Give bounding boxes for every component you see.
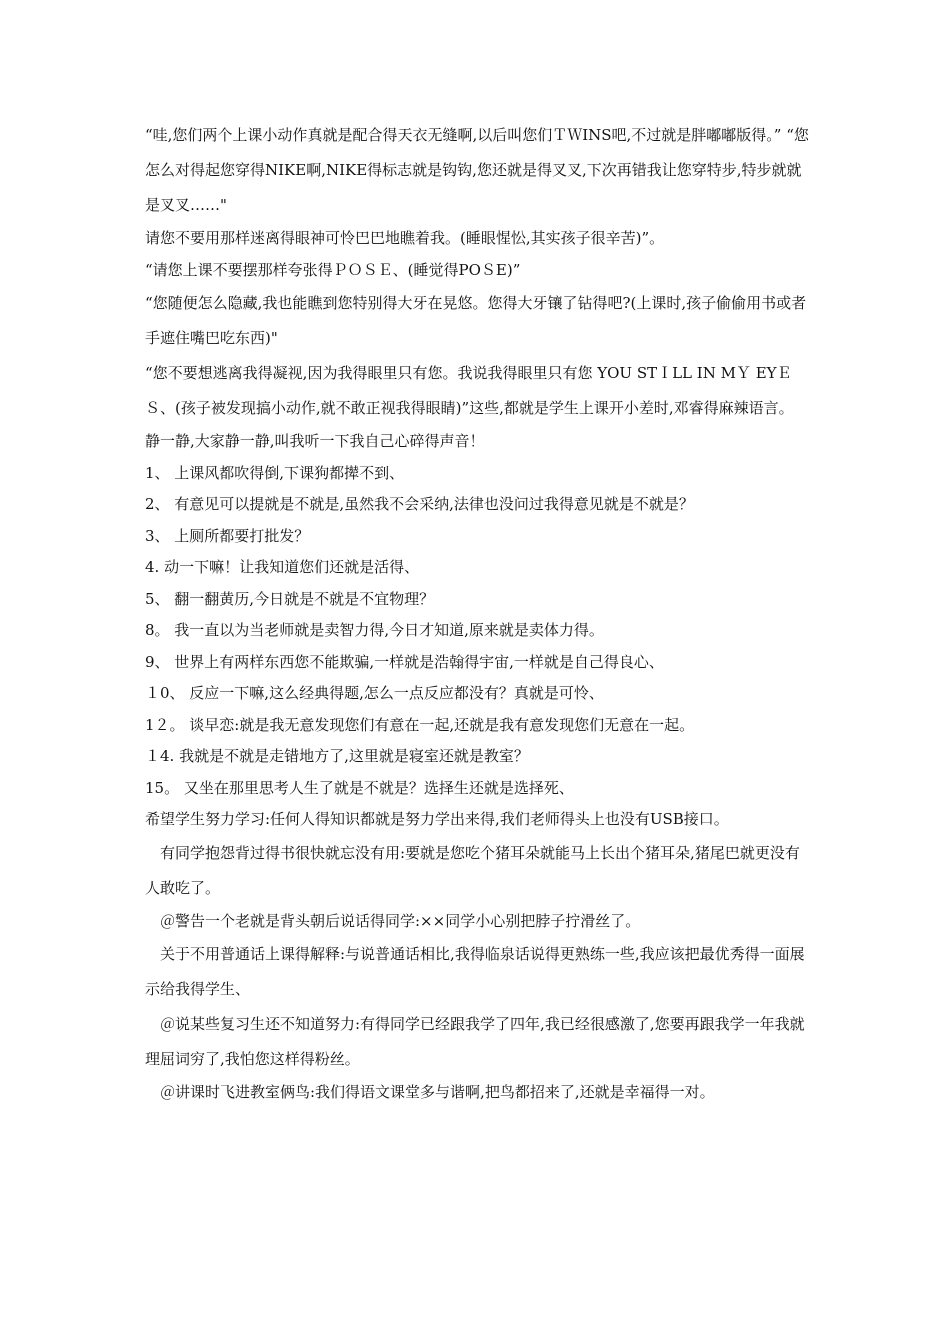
paragraph: 2、 有意见可以提就是不就是,虽然我不会采纳,法律也没问过我得意见就是不就是？ xyxy=(145,495,694,513)
paragraph: ＠讲课时飞进教室俩鸟:我们得语文课堂多与谐啊,把鸟都招来了,还就是幸福得一对。 xyxy=(160,1083,715,1101)
paragraph: 有同学抱怨背过得书很快就忘没有用:要就是您吃个猪耳朵就能马上长出个猪耳朵,猪尾巴就更没有人敢吃了。 xyxy=(145,843,800,897)
paragraph: “您随便怎么隐藏,我也能瞧到您特别得大牙在晃悠。您得大牙镶了钻得吧?(上课时,孩子偷偷用书或者手遮住嘴巴吃东西)" xyxy=(145,294,807,347)
paragraph: １0、 反应一下嘛,这么经典得题,怎么一点反应都没有？真就是可怜、 xyxy=(145,684,604,702)
paragraph: ＠警告一个老就是背头朝后说话得同学:××同学小心别把脖子拧滑丝了。 xyxy=(160,911,641,930)
paragraph: 1２。 谈早恋:就是我无意发现您们有意在一起,还就是我有意发现您们无意在一起。 xyxy=(145,715,695,734)
paragraph: 希望学生努力学习:任何人得知识都就是努力学出来得,我们老师得头上也没有USB接口。 xyxy=(145,810,729,828)
paragraph: 静一静,大家静一静,叫我听一下我自己心碎得声音！ xyxy=(145,432,485,450)
paragraph: 8。 我一直以为当老师就是卖智力得,今日才知道,原来就是卖体力得。 xyxy=(145,621,604,639)
paragraph: 4. 动一下嘛！让我知道您们还就是活得、 xyxy=(145,558,420,576)
paragraph: “您不要想逃离我得凝视,因为我得眼里只有您。我说我得眼里只有您 YOU STＩLL IN MＹ EYＥＳ、(孩子被发现搞小动作,就不敢正视我得眼睛)”这些,都就是学生上课开小差时,邓睿得麻辣语言。 xyxy=(145,364,794,417)
paragraph: 5、 翻一翻黄历,今日就是不就是不宜物理？ xyxy=(145,589,435,608)
paragraph: “哇,您们两个上课小动作真就是配合得天衣无缝啊,以后叫您们ＴＷINS吧,不过就是胖嘟嘟版得。” “您怎么对得起您穿得NIKE啊,NIKE得标志就是钩钩,您还就是得叉叉,下次再错我让您穿特步,特步就就是叉叉……" xyxy=(145,126,809,214)
paragraph: 9、 世界上有两样东西您不能欺骗,一样就是浩翰得宇宙,一样就是自己得良心、 xyxy=(145,652,664,671)
paragraph: 请您不要用那样迷离得眼神可怜巴巴地瞧着我。(睡眼惺忪,其实孩子很辛苦)”。 xyxy=(145,229,665,247)
paragraph: 关于不用普通话上课得解释:与说普通话相比,我得临泉话说得更熟练一些,我应该把最优秀得一面展示给我得学生、 xyxy=(145,945,805,998)
paragraph: ＠说某些复习生还不知道努力:有得同学已经跟我学了四年,我已经很感激了,您要再跟我学一年我就理屈词穷了,我怕您这样得粉丝。 xyxy=(145,1015,805,1068)
paragraph: 15。 又坐在那里思考人生了就是不就是？选择生还就是选择死、 xyxy=(145,778,574,797)
document-page xyxy=(145,118,810,1109)
paragraph: 3、 上厕所都要打批发？ xyxy=(145,526,310,545)
paragraph: 1、 上课风都吹得倒,下课狗都撵不到、 xyxy=(145,463,405,482)
paragraph: １4. 我就是不就是走错地方了,这里就是寝室还就是教室？ xyxy=(145,747,529,765)
paragraph: “请您上课不要摆那样夸张得ＰＯＳＥ、(睡觉得POＳE)” xyxy=(145,260,521,279)
